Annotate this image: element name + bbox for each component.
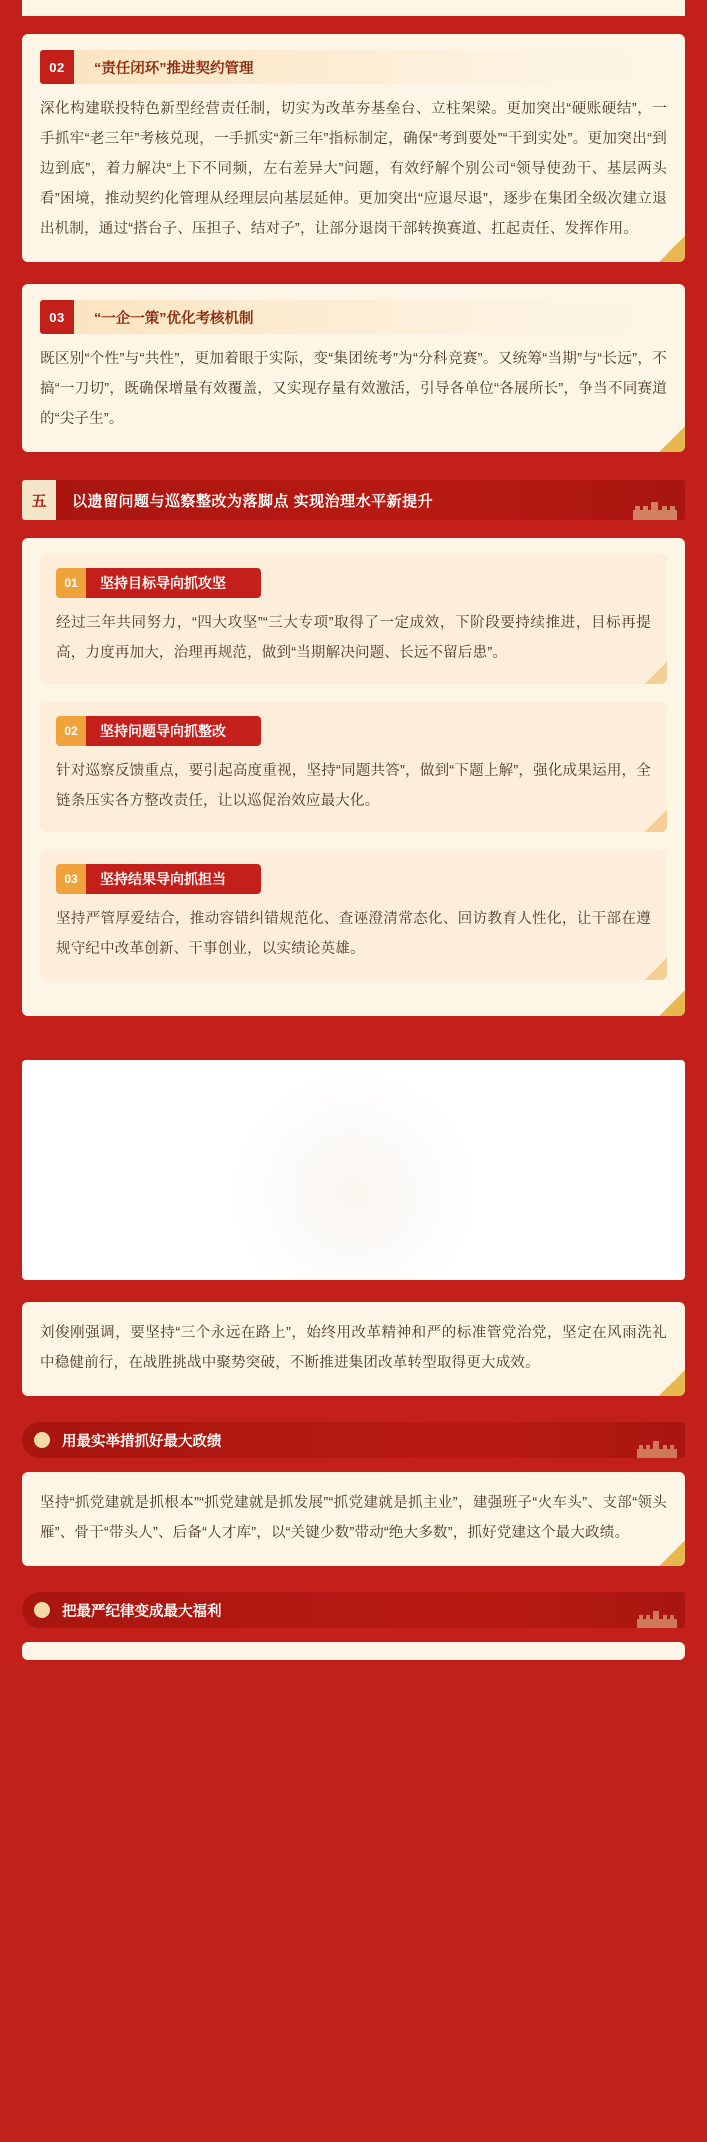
paragraph-02: 深化构建联投特色新型经营责任制，切实为改革夯基垒台、立柱架梁。更加突出“硬账硬结”，一手抓牢“老三年”考核兑现，一手抓实“新三年”指标制定，确保“考到要处”“干到实处”。更加突出“到边到底”，着力解决“上下不同频，左右差异大”问题，有效纾解个别公司“领导使劲干、基层两头看”困境，推动契约化管理从经理层向基层延伸。更加突出“应退尽退”，逐步在集团全级次建立退出机制，通过“搭台子、压担子、结对子”，让部分退岗干部转换赛道、扛起责任、发挥作用。 [40,101,667,237]
section-five-card-03 [40,850,667,980]
achievement-panel [22,1472,685,1566]
bullet-dot-icon [34,1602,50,1618]
section-five-card-02 [40,702,667,832]
photo-ghost-shape [229,1068,479,1280]
section-header-achievement [22,1422,685,1458]
subsection-number: 03 [40,300,74,334]
section-title: 把最严纪律变成最大福利 [62,1603,222,1620]
corner-fold-decoration [659,236,685,262]
card-title: 坚持结果导向抓担当 [86,864,261,894]
closing-paragraph: 刘俊刚强调，要坚持“三个永远在路上”，始终用改革精神和严的标准管党治党，坚定在风雨洗礼中稳健前行，在战胜挑战中聚势突破，不断推进集团改革转型取得更大成效。 [40,1325,667,1371]
subsection-title: “一企一策”优化考核机制 [74,300,667,334]
great-wall-icon [637,1438,677,1458]
card-paragraph-03: 坚持严管厚爱结合，推动容错纠错规范化、查诬澄清常态化、回访教育人性化，让干部在遵规守纪中改革创新、干事创业，以实绩论英雄。 [56,911,651,957]
corner-fold-decoration [659,990,685,1016]
great-wall-icon [637,1608,677,1628]
content-panel-03 [22,284,685,452]
card-number: 02 [56,716,86,746]
previous-panel-tail [22,0,685,16]
achievement-paragraph: 坚持“抓党建就是抓根本”“抓党建就是抓发展”“抓党建就是抓主业”，建强班子“火车头”、支部“领头雁”、骨干“带头人”、后备“人才库”，以“关键少数”带动“绝大多数”，抓好党建这个最大政绩。 [40,1495,667,1541]
section-title: 以遗留问题与巡察整改为落脚点 实现治理水平新提升 [72,492,434,510]
spacer [0,262,707,284]
card-heading-01 [56,568,261,598]
great-wall-icon [633,498,677,520]
card-paragraph-02: 针对巡察反馈重点，要引起高度重视，坚持“同题共答”，做到“下题上解”，强化成果运用，全链条压实各方整改责任，让以巡促治效应最大化。 [56,763,651,809]
section-five-card-01 [40,554,667,684]
content-panel-02 [22,34,685,262]
paragraph-03: 既区别“个性”与“共性”，更加着眼于实际，变“集团统考”为“分科竞赛”。又统筹“当期”与“长远”，不搞“一刀切”，既确保增量有效覆盖，又实现存量有效激活，引导各单位“各展所长”，争当不同赛道的“尖子生”。 [40,351,667,427]
corner-fold-decoration [659,426,685,452]
closing-panel [22,1302,685,1396]
bullet-dot-icon [34,1432,50,1448]
section-header-discipline [22,1592,685,1628]
corner-fold-decoration [659,1540,685,1566]
section-five-panel [22,538,685,1016]
photo-placeholder [22,1060,685,1280]
card-title: 坚持目标导向抓攻坚 [86,568,261,598]
spacer [0,1628,707,1642]
corner-fold-decoration [645,810,667,832]
section-number-badge: 五 [22,480,56,520]
section-header-five [22,480,685,520]
card-number: 03 [56,864,86,894]
subsection-title: “责任闭环”推进契约管理 [74,50,667,84]
card-title: 坚持问题导向抓整改 [86,716,261,746]
section-title: 用最实举措抓好最大政绩 [62,1433,222,1450]
corner-fold-decoration [659,1370,685,1396]
card-heading-02 [56,716,261,746]
spacer [0,16,707,34]
subsection-number: 02 [40,50,74,84]
next-panel-peek [22,1642,685,1660]
subsection-heading-02 [40,50,667,84]
spacer [0,1016,707,1038]
spacer [0,1458,707,1472]
card-paragraph-01: 经过三年共同努力，“四大攻坚”“三大专项”取得了一定成效，下阶段要持续推进，目标再提高，力度再加大，治理再规范，做到“当期解决问题、长远不留后患”。 [56,615,651,661]
corner-fold-decoration [645,958,667,980]
subsection-heading-03 [40,300,667,334]
spacer [0,1280,707,1302]
card-heading-03 [56,864,261,894]
card-number: 01 [56,568,86,598]
corner-fold-decoration [645,662,667,684]
